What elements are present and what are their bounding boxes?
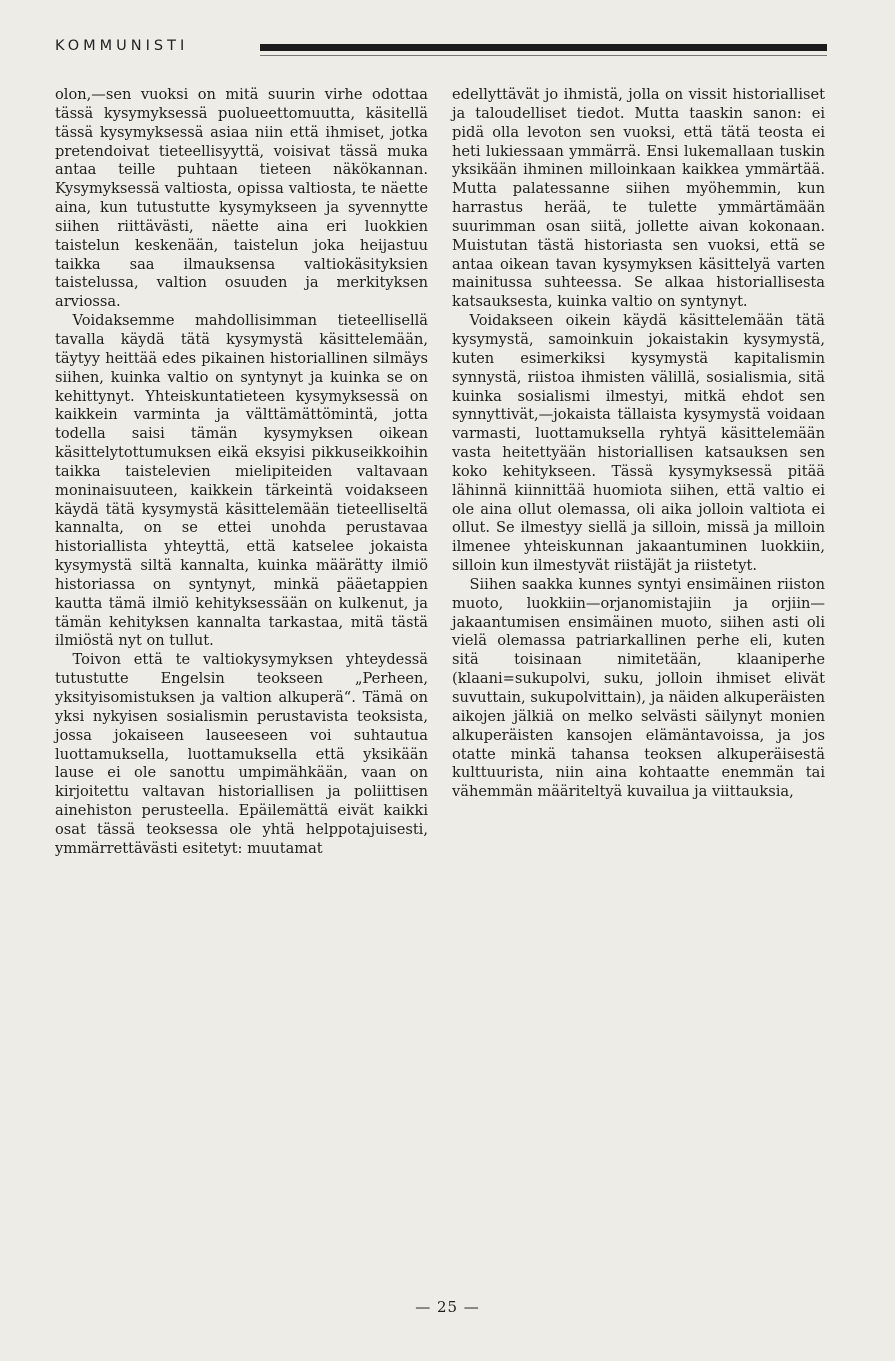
page-number: — 25 — xyxy=(415,1298,480,1316)
paragraph: Voidaksemme mahdollisimman tieteellisellä tavalla käydä tätä kysymystä käsittelemään, täytyy heittää edes pikainen historiallinen silmäys siihen, kuinka valtio on syntynyt ja kuinka se on kehittynyt. Yhteiskuntatieteen kysymyksessä on kaikkein varminta ja välttämättömintä, jotta todella saisi tämän kysymyksen oikean käsittelytottumuksen eikä eksyisi pikkuseikkoihin taikka taistelevien mielipiteiden valtavaan moninaisuuteen, kaikkein tärkeintä voidakseen käydä tätä kysymystä käsittelemään tieteelliseltä kannalta, on se ettei unohda perustavaa historiallista yhteyttä, että katselee jokaista kysymystä siltä kannalta, kuinka määrätty ilmiö historiassa on syntynyt, minkä pääetappien kautta tämä ilmiö kehityksessään on kulkenut, ja tämän kehityksen kannalta tarkastaa, mitä tästä ilmiöstä nyt on tullut. xyxy=(55,312,428,650)
paragraph: Toivon että te valtiokysymyksen yhteydessä tutustutte Engelsin teokseen „Perheen, yksityisomistuksen ja valtion alkuperä“. Tämä on yksi nykyisen sosialismin perustavista teoksista, jossa jokaiseen lauseeseen voi suhtautua luottamuksella, luottamuksella että yksikään lause ei ole sanottu umpimähkään, vaan on kirjoitettu valtavan historiallisen ja poliittisen ainehiston perusteella. Epäilemättä eivät kaikki osat tässä teoksessa ole yhtä helppotajuisesti, ymmärrettävästi esitetyt: muutamat xyxy=(55,651,428,857)
paragraph: edellyttävät jo ihmistä, jolla on vissit historialliset ja taloudelliset tiedot. Mutta taaskin sanon: ei pidä olla levoton sen vuoksi, että tätä teosta ei heti lukiessaan ymmärrä. Ensi lukemallaan tuskin yksikään ihminen milloinkaan kaikkea ymmärtää. Mutta palatessanne siihen myöhemmin, kun harrastus herää, te tulette ymmärtämään suurimman osan siitä, jollette aivan kokonaan. Muistutan tästä historiasta sen vuoksi, että se antaa oikean tavan kysymyksen käsittelyä varten mainitussa suhteessa. Se alkaa historiallisesta katsauksesta, kuinka valtio on syntynyt. xyxy=(452,86,825,311)
paragraph: Siihen saakka kunnes syntyi ensimäinen riiston muoto, luokkiin—orjanomistajiin ja orjiin—jakaantumisen ensimäinen muoto, siihen asti oli vielä olemassa patriarkallinen perhe eli, kuten sitä toisinaan nimitetään, klaaniperhe (klaani=sukupolvi, suku, jolloin ihmiset elivät suvuttain, sukupolvittain), ja näiden alkuperäisten aikojen jälkiä on melko selvästi säilynyt monien alkuperäisten kansojen elämäntavoissa, ja jos otatte minkä tahansa teoksen alkuperäisestä kulttuurista, niin aina kohtaatte enemmän tai vähemmän määriteltyä kuvailua ja viittauksia, xyxy=(452,575,825,801)
paragraph: olon,—sen vuoksi on mitä suurin virhe odottaa tässä kysymyksessä puolueettomuutta, käsitellä tässä kysymyksessä asiaa niin että ihmiset, jotka pretendoivat tieteellisyyttä, voisivat tässä muka antaa teille puhtaan tieteen näkökannan. Kysymyksessä valtiosta, opissa valtiosta, te näette aina, kun tutustutte kysymykseen ja syvennytte siihen riittävästi, näette aina eri luokkien taistelun keskenään, taistelun joka heijastuu taikka saa ilmauksensa valtiokäsityksien taistelussa, valtion osuuden ja merkityksen arviossa. xyxy=(55,86,428,311)
left-column xyxy=(55,86,428,859)
running-header xyxy=(55,36,830,62)
journal-name: KOMMUNISTI xyxy=(55,38,189,54)
paragraph: Voidakseen oikein käydä käsittelemään tätä kysymystä, samoinkuin jokaistakin kysymystä, kuten esimerkiksi kysymystä kapitalismin synnystä, riistoa ihmisten välillä, sosialismia, sitä kuinka sosialismi ilmestyi, mitkä ehdot sen synnyttivät,—jokaista tällaista kysymystä voidaan varmasti, luottamuksella ryhtyä käsittelemään vasta heitettyään historiallisen katsauksen sen koko kehitykseen. Tässä kysymyksessä pitää lähinnä kiinnittää huomiota siihen, että valtio ei ole aina ollut olemassa, oli aika jolloin valtiota ei ollut. Se ilmestyy siellä ja silloin, missä ja milloin ilmenee yhteiskunnan jakaantuminen luokkiin, silloin kun ilmestyvät riistäjät ja riistetyt. xyxy=(452,312,825,575)
header-rule-thick xyxy=(260,44,827,51)
header-rule-thin xyxy=(260,55,827,56)
right-column xyxy=(452,86,825,802)
